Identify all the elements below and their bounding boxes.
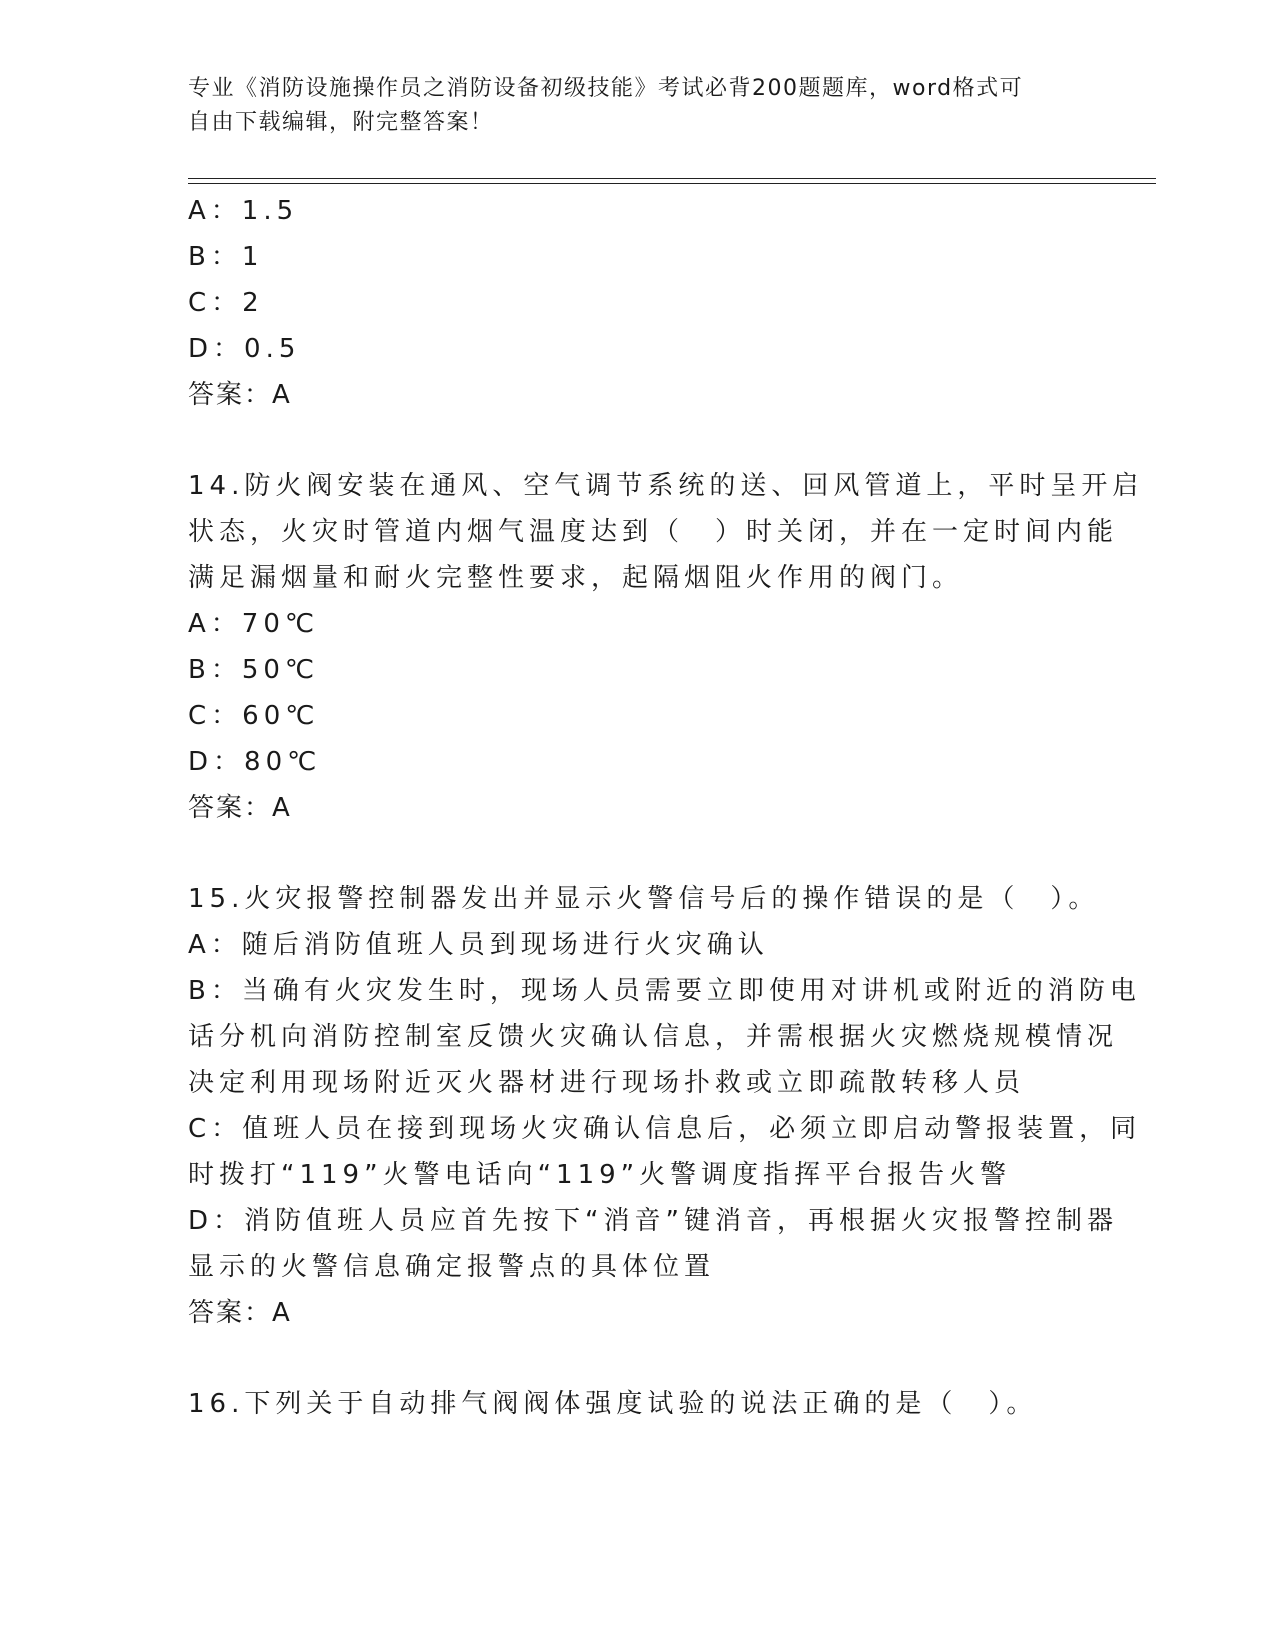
option-c: C：2 xyxy=(188,288,264,318)
question-stem-line: 满足漏烟量和耐火完整性要求，起隔烟阻火作用的阀门。 xyxy=(188,563,964,593)
option-a: A：70℃ xyxy=(188,609,320,639)
option-a: A：随后消防值班人员到现场进行火灾确认 xyxy=(188,930,769,960)
option-b-continued: 话分机向消防控制室反馈火灾确认信息，并需根据火灾燃烧规模情况 xyxy=(188,1022,1119,1052)
spacer xyxy=(188,831,1088,876)
option-d: D：消防值班人员应首先按下“消音”键消音，再根据火灾报警控制器 xyxy=(188,1206,1118,1236)
header-line-1: 专业《消防设施操作员之消防设备初级技能》考试必背200题题库，word格式可 xyxy=(188,76,1024,101)
document-body xyxy=(188,188,1144,1427)
answer: 答案：A xyxy=(188,1298,292,1328)
answer: 答案：A xyxy=(188,793,292,823)
question-13-continued xyxy=(188,188,1088,418)
option-d: D：0.5 xyxy=(188,334,301,364)
spacer xyxy=(188,418,1088,463)
question-16 xyxy=(188,1381,1088,1427)
question-15 xyxy=(188,876,1142,1336)
option-b: B：50℃ xyxy=(188,655,320,685)
header-divider-bottom xyxy=(188,183,1156,184)
option-d-continued: 显示的火警信息确定报警点的具体位置 xyxy=(188,1252,716,1282)
option-b: B：当确有火灾发生时，现场人员需要立即使用对讲机或附近的消防电 xyxy=(188,976,1141,1006)
question-stem-line: 14.防火阀安装在通风、空气调节系统的送、回风管道上，平时呈开启 xyxy=(188,471,1144,501)
option-b: B：1 xyxy=(188,242,264,272)
option-c-continued: 时拨打“119”火警电话向“119”火警调度指挥平台报告火警 xyxy=(188,1160,1012,1190)
question-14 xyxy=(188,463,1144,831)
spacer xyxy=(188,1336,1088,1381)
option-d: D：80℃ xyxy=(188,747,322,777)
question-stem-line: 16.下列关于自动排气阀阀体强度试验的说法正确的是（ ）。 xyxy=(188,1389,1038,1419)
option-b-continued: 决定利用现场附近灭火器材进行现场扑救或立即疏散转移人员 xyxy=(188,1068,1026,1098)
question-stem-line: 15.火灾报警控制器发出并显示火警信号后的操作错误的是（ ）。 xyxy=(188,884,1100,914)
option-c: C：60℃ xyxy=(188,701,320,731)
header-divider-top xyxy=(188,178,1156,179)
option-c: C：值班人员在接到现场火灾确认信息后，必须立即启动警报装置，同 xyxy=(188,1114,1142,1144)
header-line-2: 自由下载编辑，附完整答案！ xyxy=(188,110,494,135)
document-header xyxy=(188,72,1088,140)
answer: 答案：A xyxy=(188,380,292,410)
question-stem-line: 状态，火灾时管道内烟气温度达到（ ）时关闭，并在一定时间内能 xyxy=(188,517,1119,547)
option-a: A：1.5 xyxy=(188,196,299,226)
